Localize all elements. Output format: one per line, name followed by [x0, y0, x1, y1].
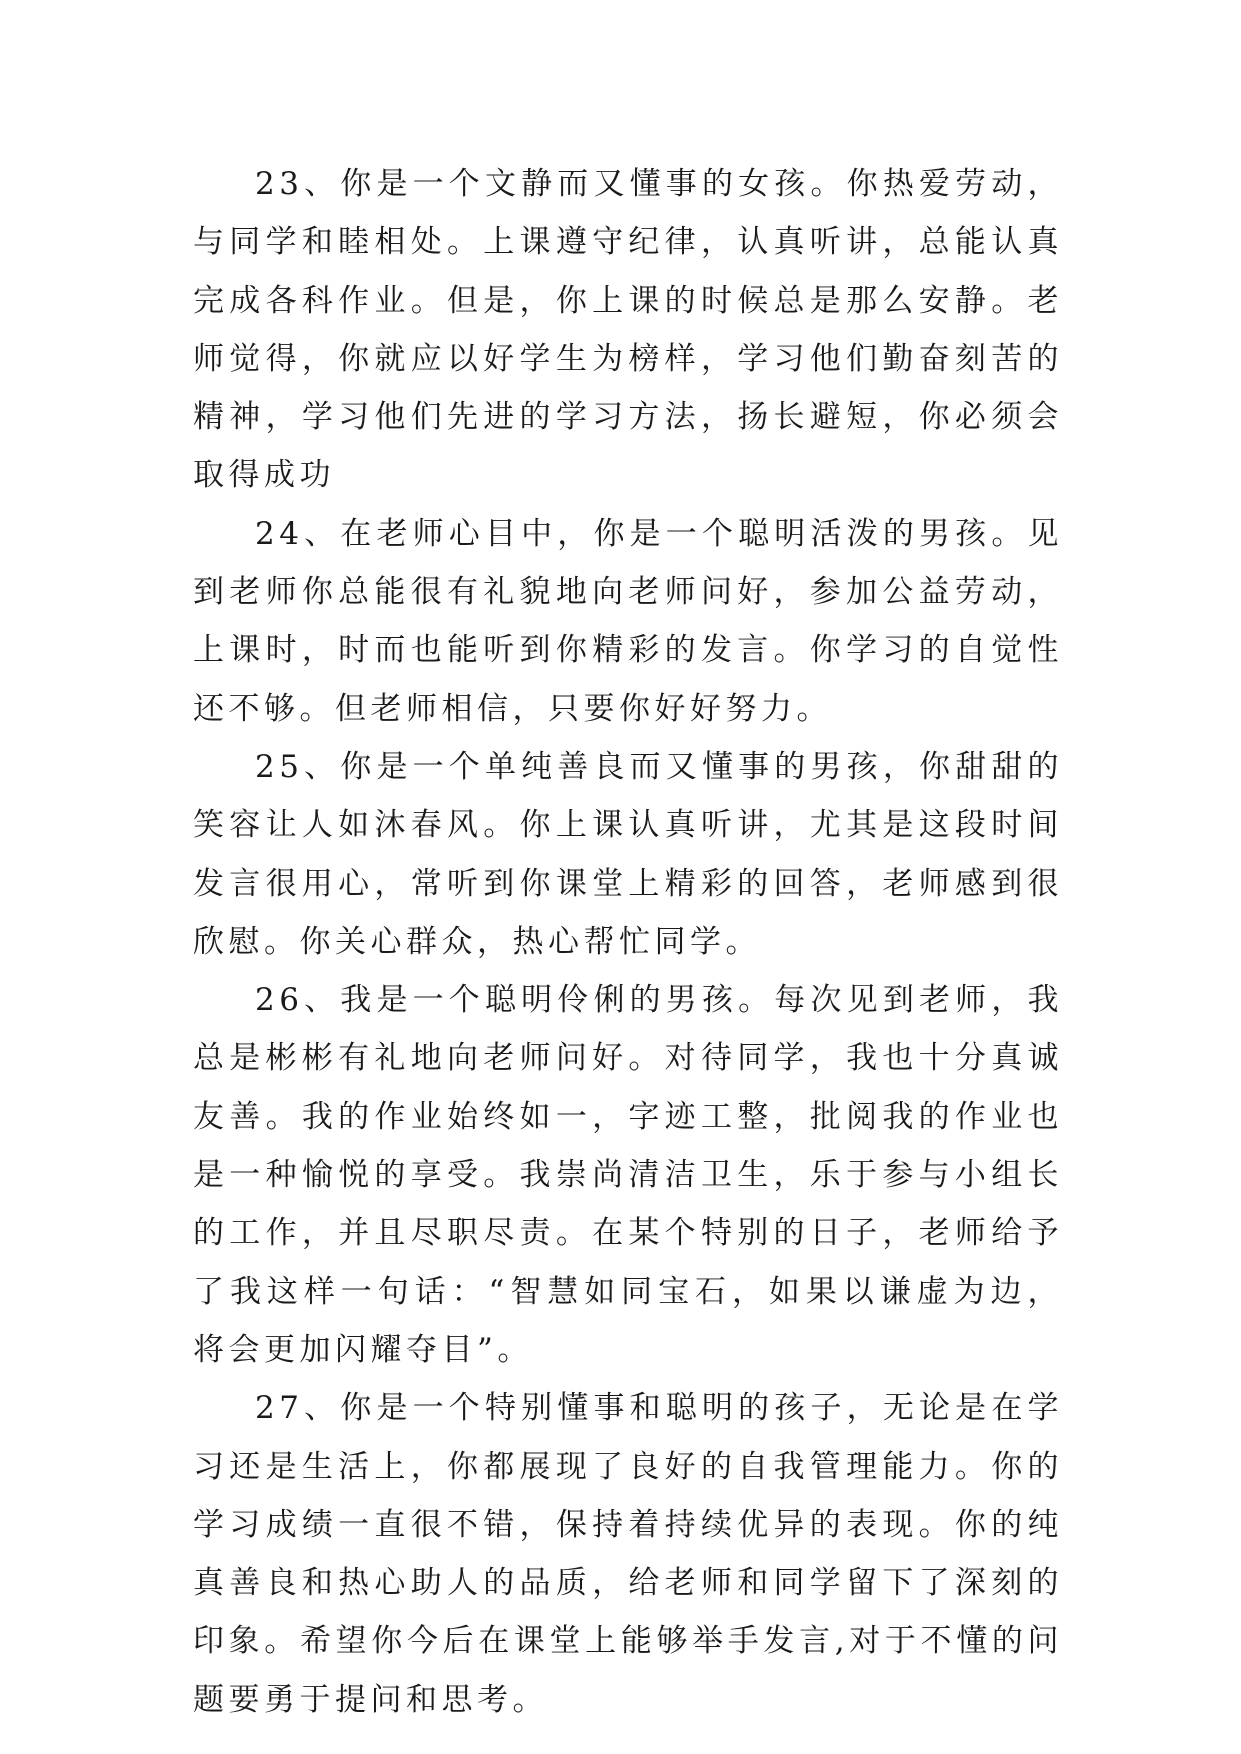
paragraph-26: 26、我是一个聪明伶俐的男孩。每次见到老师，我总是彬彬有礼地向老师问好。对待同学，我也十分真诚友善。我的作业始终如一，字迹工整，批阅我的作业也是一种愉悦的享受。我崇尚清洁卫生，乐于参与小组长的工作，并且尽职尽责。在某个特别的日子，老师给予了我这样一句话：“智慧如同宝石，如果以谦虚为边，将会更加闪耀夺目”。 [193, 982, 1063, 1368]
paragraph-25: 25、你是一个单纯善良而又懂事的男孩，你甜甜的笑容让人如沐春风。你上课认真听讲，尤其是这段时间发言很用心，常听到你课堂上精彩的回答，老师感到很欣慰。你关心群众，热心帮忙同学。 [193, 748, 1063, 960]
paragraph-24: 24、在老师心目中，你是一个聪明活泼的男孩。见到老师你总能很有礼貌地向老师问好，参加公益劳动，上课时，时而也能听到你精彩的发言。你学习的自觉性还不够。但老师相信，只要你好好努力。 [193, 515, 1063, 727]
paragraph-23: 23、你是一个文静而又懂事的女孩。你热爱劳动，与同学和睦相处。上课遵守纪律，认真听讲，总能认真完成各科作业。但是，你上课的时候总是那么安静。老师觉得，你就应以好学生为榜样，学习他们勤奋刻苦的精神，学习他们先进的学习方法，扬长避短，你必须会取得成功 [193, 166, 1063, 494]
paragraph-27: 27、你是一个特别懂事和聪明的孩子，无论是在学习还是生活上，你都展现了良好的自我管理能力。你的学习成绩一直很不错，保持着持续优异的表现。你的纯真善良和热心助人的品质，给老师和同学留下了深刻的印象。希望你今后在课堂上能够举手发言,对于不懂的问题要勇于提问和思考。 [193, 1390, 1063, 1718]
document-body [193, 155, 1063, 1729]
